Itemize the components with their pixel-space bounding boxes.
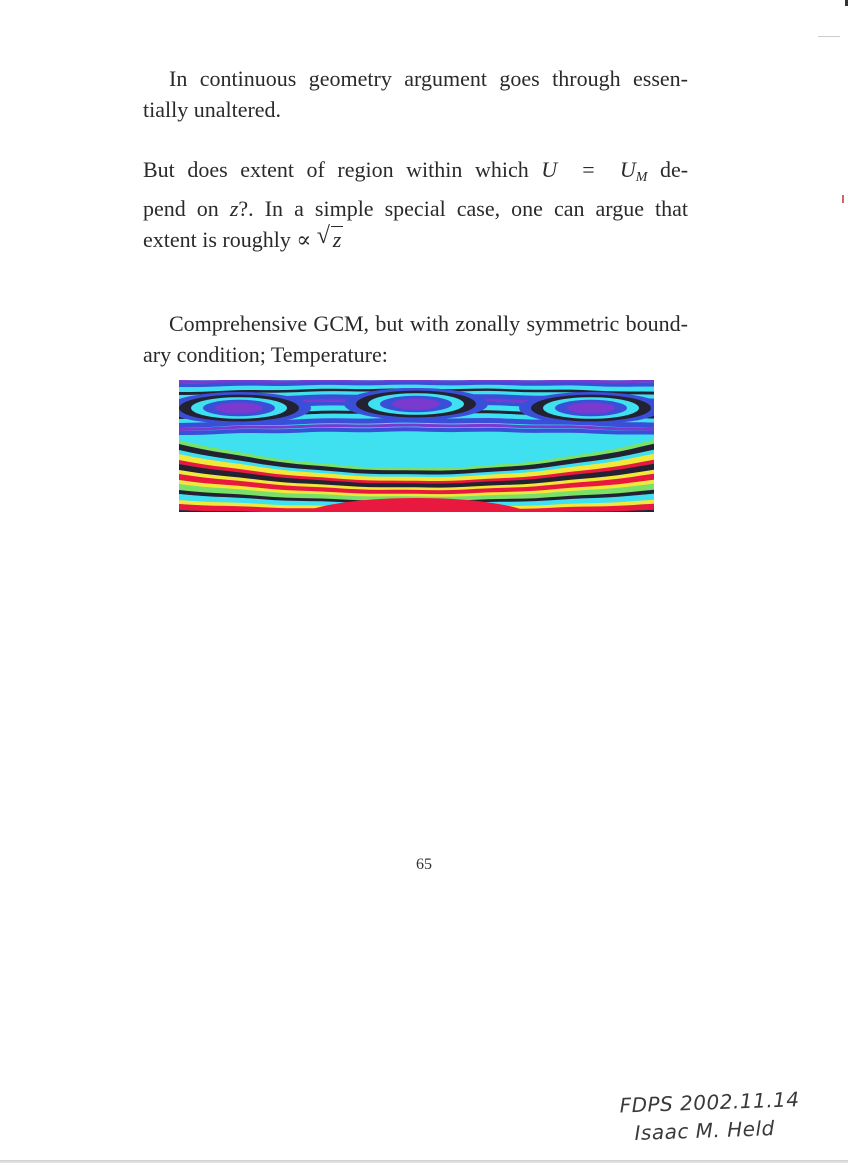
text-run: de- — [659, 157, 689, 182]
paragraph-line: Comprehensive GCM, but with zonally symmetric bound- — [169, 311, 688, 336]
scan-edge-mark-red — [842, 195, 844, 203]
text-run: extent is roughly ∝ — [143, 227, 312, 252]
math-z: z — [229, 196, 239, 221]
paragraph-continuous-geometry — [143, 63, 688, 125]
contour-oval — [392, 398, 440, 409]
text-run: pend on — [143, 196, 219, 221]
page-number: 65 — [416, 856, 432, 873]
text-run: ?. In a simple special case, one can argue that — [238, 196, 689, 221]
handwritten-signature — [619, 1085, 821, 1148]
paragraph-line — [143, 224, 688, 255]
paragraph-line: In continuous geometry argument goes through essen- — [169, 66, 688, 91]
paragraph-line: tially unaltered. — [143, 97, 282, 122]
signature-date-line: FDPS 2002.11.14 — [619, 1087, 800, 1118]
paragraph-line — [143, 193, 688, 224]
math-UM-base: U — [619, 157, 636, 182]
scan-bottom-edge — [0, 1160, 848, 1163]
temperature-contour-figure — [179, 380, 654, 512]
paragraph-line — [143, 154, 688, 193]
math-UM — [619, 157, 648, 185]
math-equals: = — [582, 157, 595, 182]
scan-corner-mark — [818, 36, 840, 37]
paragraph-line: ary condition; Temperature: — [143, 342, 388, 367]
contour-oval — [567, 402, 615, 413]
sqrt-radicand: z — [332, 227, 342, 252]
paragraph-extent-question — [143, 154, 688, 255]
paragraph-gcm-temperature — [143, 308, 688, 370]
math-sqrt-z — [317, 224, 344, 255]
math-UM-subscript: M — [635, 170, 648, 185]
contour-bands — [179, 380, 654, 512]
contour-oval — [215, 402, 263, 413]
sqrt-radical-sign: √ — [316, 223, 330, 249]
text-run: But does extent of region within which — [143, 157, 529, 182]
math-U: U — [541, 157, 558, 182]
signature-name-line: Isaac M. Held — [634, 1116, 776, 1145]
